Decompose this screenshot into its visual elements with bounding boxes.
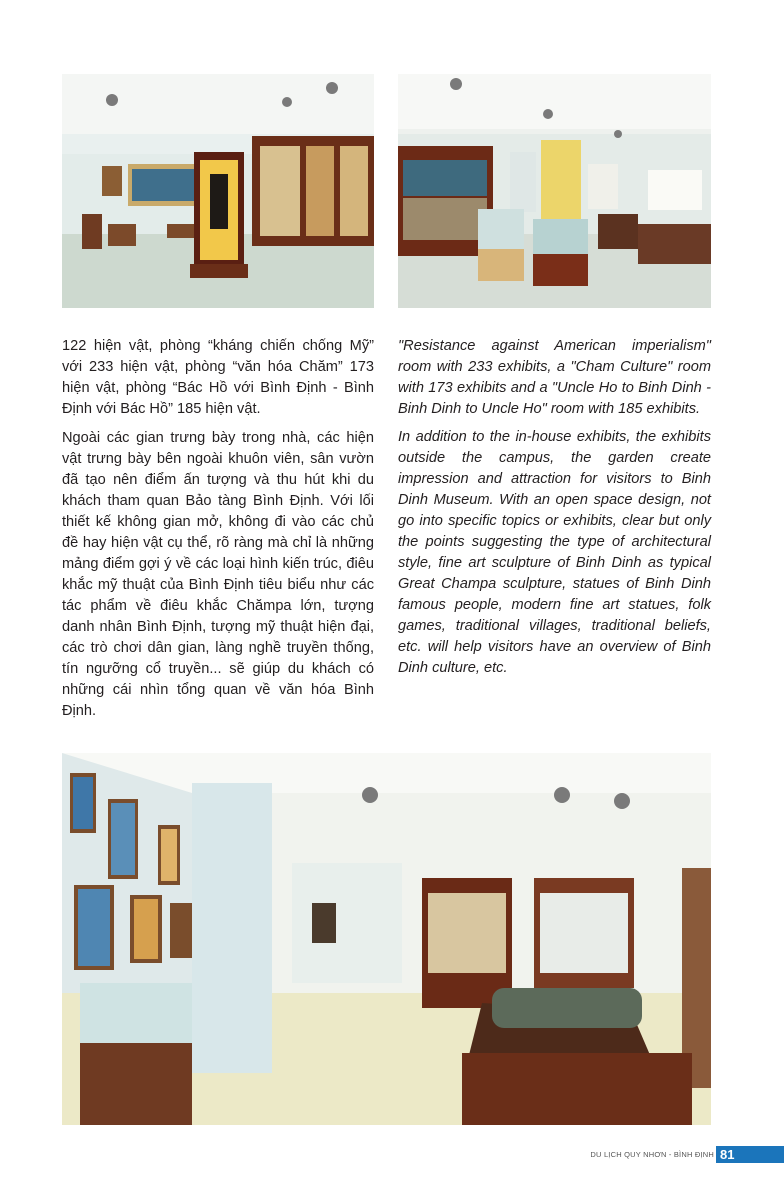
page-number: 81 [720,1147,735,1162]
paragraph-vi-2: Ngoài các gian trưng bày trong nhà, các hiện vật trưng bày bên ngoài khuôn viên, sân vườn đã tạo nên điểm ấn tượng và thu hút khi du khách tham quan Bảo tàng Bình Định. Với lối thiết kế không gian mở, không đi vào các chủ đề hay hiện vật cụ thể, rõ ràng mà chỉ là những mảng điểm gợi ý về các loại hình kiến trúc, điêu khắc mỹ thuật của Bình Định tiêu biểu như các tác phẩm về điêu khắc Chămpa lớn, tượng danh nhân Bình Định, tượng mỹ thuật hiện đại, các trò chơi dân gian, làng nghề truyền thống, tín ngưỡng cổ truyền... sẽ giúp du khách có những cái nhìn tổng quan về văn hóa Bình Định. [62,430,374,719]
footer-bar [716,1146,784,1163]
page-footer [560,1146,784,1166]
museum-hall-photo-top-right [398,74,711,308]
museum-gallery-photo-bottom [62,753,711,1125]
publication-title: DU LỊCH QUY NHƠN - BÌNH ĐỊNH [590,1150,714,1159]
museum-hall-photo-top-left [62,74,374,308]
paragraph-en-2: In addition to the in-house exhibits, the exhibits outside the campus, the garden create impression and attraction for visitors to Binh Dinh Museum. With an open space design, not go into specific topics or exhibits, clear but only the points suggesting the type of architectural style, fine art sculpture of Binh Dinh as typical Great Champa sculpture, statues of Binh Dinh famous people, modern fine art statues, folk games, traditional villages, traditional beliefs, etc. will help visitors have an overview of Binh Dinh culture, etc. [398,429,711,676]
paragraph-vi-1: 122 hiện vật, phòng “kháng chiến chống Mỹ” với 233 hiện vật, phòng “văn hóa Chăm” 173 hiện vật, phòng “Bác Hồ với Bình Định - Bình Định với Bác Hồ” 185 hiện vật. [62,338,374,417]
english-text-column [398,336,711,686]
paragraph-en-1: "Resistance against American imperialism" room with 233 exhibits, a "Cham Culture" room with 173 exhibits and a "Uncle Ho to Binh Dinh - Binh Dinh to Uncle Ho" room with 185 exhibits. [398,338,711,417]
vietnamese-text-column [62,336,374,730]
